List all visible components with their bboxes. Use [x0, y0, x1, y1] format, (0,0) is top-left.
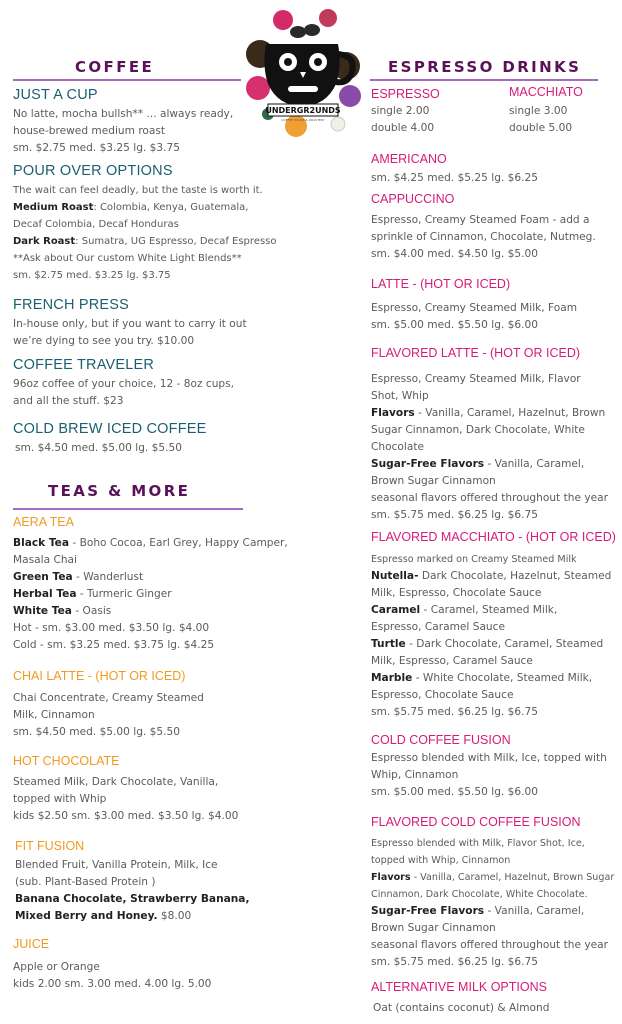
item-title-americano: AMERICANO [371, 152, 447, 166]
svg-text:UNDERGR2UNDS: UNDERGR2UNDS [265, 106, 341, 115]
item-title-cappuccino: CAPPUCCINO [371, 192, 455, 206]
label: Herbal Tea [13, 588, 77, 600]
item-title-espresso: ESPRESSO [371, 87, 440, 101]
item-title-latte: LATTE - (HOT OR ICED) [371, 277, 511, 291]
desc-line: Chocolate [371, 441, 425, 453]
desc-line: Whip, Cinnamon [371, 769, 459, 781]
price-line: double 5.00 [509, 122, 573, 134]
label: Medium Roast [13, 202, 94, 213]
price-line: single 2.00 [371, 105, 430, 117]
text: - Vanilla, Caramel, [484, 905, 585, 917]
label: Green Tea [13, 571, 73, 583]
item-title-coffee-traveler: COFFEE TRAVELER [13, 357, 155, 373]
item-title-alternative-milk: ALTERNATIVE MILK OPTIONS [371, 980, 547, 994]
desc-line: and all the stuff. $23 [13, 395, 124, 407]
desc-line: Espresso blended with Milk, Ice, topped with [371, 752, 607, 764]
item-desc-flavored-cold-coffee-fusion [371, 835, 614, 971]
section-title-coffee: COFFEE [75, 58, 155, 76]
desc-line: Milk, Cinnamon [13, 709, 95, 721]
note-line: **Ask about Our custom White Light Blends** [13, 253, 242, 264]
label: Flavors [371, 407, 415, 419]
note-line: seasonal flavors offered throughout the year [371, 492, 608, 504]
label: Flavors [371, 872, 411, 883]
desc-line: Blended Fruit, Vanilla Protein, Milk, Ice [15, 859, 218, 871]
desc-line: Chai Concentrate, Creamy Steamed [13, 692, 204, 704]
text: - Oasis [71, 605, 112, 617]
item-title-cold-coffee-fusion: COLD COFFEE FUSION [371, 733, 511, 747]
price-line: sm. $5.00 med. $5.50 lg. $6.00 [371, 786, 538, 798]
item-desc-flavored-latte [371, 371, 608, 524]
desc-line [371, 670, 611, 687]
desc-line: Milk, Espresso, Chocolate Sauce [371, 587, 542, 599]
item-desc-macchiato [509, 103, 572, 137]
item-desc-alternative-milk [373, 1000, 549, 1017]
desc-line: Masala Chai [13, 554, 77, 566]
divider [370, 79, 598, 81]
desc-line [13, 586, 288, 603]
desc-line [371, 456, 608, 473]
item-desc-cold-brew [15, 440, 182, 457]
desc-line: Sugar Cinnamon, Dark Chocolate, White [371, 424, 585, 436]
item-desc-coffee-traveler [13, 376, 234, 410]
desc-line: Espresso marked on Creamy Steamed Milk [371, 554, 577, 565]
desc-line: Espresso, Creamy Steamed Milk, Flavor [371, 373, 581, 385]
item-desc-cold-coffee-fusion [371, 750, 607, 801]
flavor-list: Banana Chocolate, Strawberry Banana, [15, 893, 250, 905]
desc-line: sprinkle of Cinnamon, Chocolate, Nutmeg. [371, 231, 596, 243]
price-line: Hot - sm. $3.00 med. $3.50 lg. $4.00 [13, 622, 210, 634]
item-desc-latte [371, 300, 577, 334]
label: Sugar-Free Flavors [371, 905, 485, 917]
desc-line [371, 636, 611, 653]
price-line: sm. $4.50 med. $5.00 lg. $5.50 [15, 442, 182, 454]
text: - Dark Chocolate, Caramel, Steamed [405, 638, 604, 650]
desc-line: Espresso, Caramel Sauce [371, 621, 505, 633]
item-title-fit-fusion: FIT FUSION [15, 839, 85, 853]
item-desc-fit-fusion [15, 857, 249, 925]
item-title-flavored-macchiato: FLAVORED MACCHIATO - (HOT OR ICED) [371, 530, 616, 544]
item-desc-french-press [13, 316, 247, 350]
desc-line: Steamed Milk, Dark Chocolate, Vanilla, [13, 776, 219, 788]
price-line: sm. $2.75 med. $3.25 lg. $3.75 [13, 142, 180, 154]
desc-line: Shot, Whip [371, 390, 429, 402]
item-title-flavored-latte: FLAVORED LATTE - (HOT OR ICED) [371, 346, 581, 360]
text: : Sumatra, UG Espresso, Decaf Espresso [75, 236, 277, 247]
item-desc-espresso [371, 103, 434, 137]
item-title-hot-chocolate: HOT CHOCOLATE [13, 754, 120, 768]
item-desc-americano [371, 170, 538, 187]
divider [13, 79, 241, 81]
text: - Vanilla, Caramel, Hazelnut, Brown Sugar [410, 872, 615, 883]
price-line: sm. $5.75 med. $6.25 lg. $6.75 [371, 706, 538, 718]
item-title-french-press: FRENCH PRESS [13, 297, 129, 313]
desc-line: No latte, mocha bullsh** ... always ready, [13, 108, 234, 120]
desc-line [13, 535, 288, 552]
price-line: Cold - sm. $3.25 med. $3.75 lg. $4.25 [13, 639, 215, 651]
price-line: sm. $4.50 med. $5.00 lg. $5.50 [13, 726, 180, 738]
desc-line: topped with Whip [13, 793, 107, 805]
text: - Vanilla, Caramel, Hazelnut, Brown [414, 407, 606, 419]
desc-line [13, 233, 277, 250]
price: $8.00 [157, 910, 192, 922]
label: Marble [371, 672, 413, 684]
price-line: sm. $4.00 med. $4.50 lg. $5.00 [371, 248, 538, 260]
item-desc-chai-latte [13, 690, 204, 741]
text: - Boho Cocoa, Earl Grey, Happy Camper, [69, 537, 288, 549]
desc-line [371, 869, 614, 886]
desc-line [13, 603, 288, 620]
item-desc-flavored-macchiato [371, 551, 611, 721]
desc-line: 96oz coffee of your choice, 12 - 8oz cups, [13, 378, 235, 390]
item-desc-hot-chocolate [13, 774, 238, 825]
label: White Tea [13, 605, 72, 617]
item-title-flavored-cold-coffee-fusion: FLAVORED COLD COFFEE FUSION [371, 815, 581, 829]
desc-line: Espresso blended with Milk, Flavor Shot, Ice, [371, 838, 585, 849]
desc-line [371, 903, 614, 920]
item-desc-just-a-cup [13, 106, 233, 157]
desc-line: Espresso, Creamy Steamed Milk, Foam [371, 302, 578, 314]
text: - Caramel, Steamed Milk, [420, 604, 558, 616]
price-line: kids $2.50 sm. $3.00 med. $3.50 lg. $4.00 [13, 810, 239, 822]
desc-line: Brown Sugar Cinnamon [371, 475, 496, 487]
section-title-espresso: ESPRESSO DRINKS [388, 58, 582, 76]
item-title-cold-brew: COLD BREW ICED COFFEE [13, 421, 207, 437]
label: Sugar-Free Flavors [371, 458, 485, 470]
text: Dark Chocolate, Hazelnut, Steamed [418, 570, 612, 582]
desc-line [13, 199, 277, 216]
desc-line: topped with Whip, Cinnamon [371, 855, 511, 866]
item-desc-juice [13, 959, 211, 993]
desc-line: Espresso, Creamy Steamed Foam - add a [371, 214, 590, 226]
price-line: sm. $5.75 med. $6.25 lg. $6.75 [371, 956, 538, 968]
text: : Colombia, Kenya, Guatemala, [93, 202, 249, 213]
desc-line [371, 602, 611, 619]
desc-line: Espresso, Chocolate Sauce [371, 689, 514, 701]
desc-line: (sub. Plant-Based Protein ) [15, 876, 156, 888]
label: Dark Roast [13, 236, 76, 247]
price-line: kids 2.00 sm. 3.00 med. 4.00 lg. 5.00 [13, 978, 212, 990]
note-line: seasonal flavors offered throughout the year [371, 939, 608, 951]
price-line: sm. $4.25 med. $5.25 lg. $6.25 [371, 172, 538, 184]
desc-line: Decaf Colombia, Decaf Honduras [13, 219, 179, 230]
divider [13, 508, 243, 510]
desc-line: The wait can feel deadly, but the taste is worth it. [13, 185, 263, 196]
svg-text:COFFEE HOUSE & ROASTERY: COFFEE HOUSE & ROASTERY [281, 118, 325, 122]
flavor-list: Mixed Berry and Honey. [15, 910, 158, 922]
desc-line [371, 405, 608, 422]
desc-line: Cinnamon, Dark Chocolate, White Chocolate. [371, 889, 588, 900]
desc-line: Oat (contains coconut) & Almond [373, 1002, 550, 1014]
price-line: sm. $5.00 med. $5.50 lg. $6.00 [371, 319, 538, 331]
desc-line: Milk, Espresso, Caramel Sauce [371, 655, 533, 667]
item-title-aera-tea: AERA TEA [13, 515, 74, 529]
label: Turtle [371, 638, 406, 650]
price-line: double 4.00 [371, 122, 435, 134]
desc-line: In-house only, but if you want to carry it out [13, 318, 247, 330]
item-desc-aera-tea [13, 535, 288, 654]
label: Black Tea [13, 537, 70, 549]
price-line: single 3.00 [509, 105, 568, 117]
price-line [15, 908, 249, 925]
item-desc-pour-over [13, 182, 277, 284]
section-title-teas: TEAS & MORE [48, 482, 191, 500]
desc-line [13, 569, 288, 586]
price-line: sm. $2.75 med. $3.25 lg. $3.75 [13, 270, 171, 281]
item-title-juice: JUICE [13, 937, 50, 951]
text: - Turmeric Ginger [76, 588, 172, 600]
text: - Vanilla, Caramel, [484, 458, 585, 470]
desc-line: Brown Sugar Cinnamon [371, 922, 496, 934]
desc-line: house-brewed medium roast [13, 125, 166, 137]
label: Nutella- [371, 570, 419, 582]
item-desc-cappuccino [371, 212, 596, 263]
item-title-just-a-cup: JUST A CUP [13, 87, 98, 103]
desc-line: we’re dying to see you try. $10.00 [13, 335, 195, 347]
desc-line [15, 891, 249, 908]
item-title-pour-over: POUR OVER OPTIONS [13, 163, 173, 179]
price-line: sm. $5.75 med. $6.25 lg. $6.75 [371, 509, 538, 521]
item-title-macchiato: MACCHIATO [509, 85, 583, 99]
text: - Wanderlust [72, 571, 144, 583]
desc-line [371, 568, 611, 585]
label: Caramel [371, 604, 421, 616]
undergrounds-logo [238, 6, 368, 138]
item-title-chai-latte: CHAI LATTE - (HOT OR ICED) [13, 669, 186, 683]
text: - White Chocolate, Steamed Milk, [412, 672, 593, 684]
desc-line: Apple or Orange [13, 961, 100, 973]
